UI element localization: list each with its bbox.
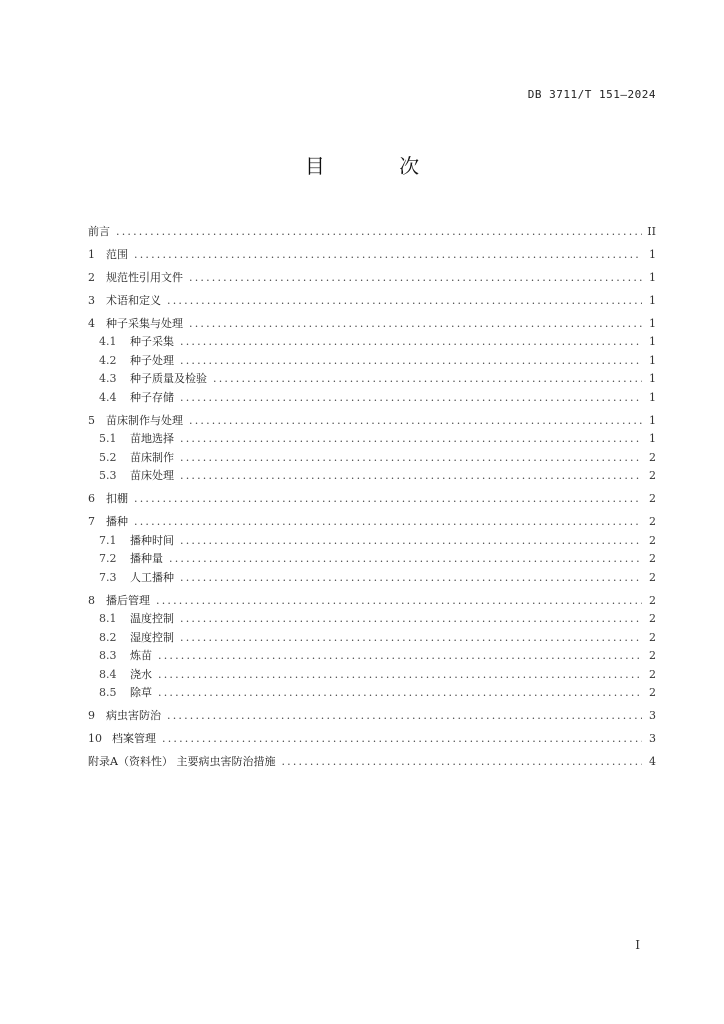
toc-entry-label: 种子质量及检验 — [130, 372, 207, 385]
toc-entry-page: 1 — [649, 413, 656, 427]
toc-entry-number: 7 — [88, 515, 95, 528]
toc-entry[interactable] — [88, 532, 656, 551]
toc-entry-number: 7.2 — [99, 552, 117, 565]
toc-entry-label: 温度控制 — [130, 612, 174, 625]
toc-leader-dots — [158, 668, 642, 681]
toc-leader-dots — [158, 649, 642, 662]
toc-entry-label: 苗床制作与处理 — [106, 413, 183, 427]
toc-entry-label: 苗床制作 — [130, 450, 174, 464]
toc-entry-label: 炼苗 — [130, 649, 152, 662]
toc-entry-number: 4 — [88, 316, 95, 330]
toc-entry-page: 1 — [649, 353, 656, 367]
toc-entry-number: 1 — [88, 247, 95, 261]
toc-entry-page: 2 — [649, 450, 656, 464]
document-code: DB 3711/T 151—2024 — [527, 88, 656, 101]
toc-entry-number: 3 — [88, 293, 95, 307]
toc-entry-number: 4.3 — [99, 372, 117, 385]
toc-entry[interactable] — [88, 730, 656, 749]
toc-entry-page: 2 — [649, 492, 656, 505]
toc-entry[interactable] — [88, 513, 656, 532]
toc-entry-page: 2 — [649, 533, 656, 547]
toc-entry-page: 2 — [649, 515, 656, 528]
toc-entry-label: 浇水 — [130, 667, 152, 681]
toc-entry-number: 5.1 — [99, 432, 117, 445]
toc-leader-dots — [162, 732, 642, 745]
toc-entry-label: 除草 — [130, 686, 152, 699]
toc-entry-label: 范围 — [106, 247, 128, 261]
toc-entry[interactable] — [88, 569, 656, 588]
toc-entry[interactable] — [88, 592, 656, 611]
toc-entry[interactable] — [88, 610, 656, 629]
toc-entry-page: 2 — [649, 552, 656, 565]
toc-entry-number: 7.1 — [99, 533, 117, 547]
toc-leader-dots — [189, 271, 642, 284]
toc-entry[interactable] — [88, 753, 656, 772]
toc-entry-page: 2 — [649, 593, 656, 607]
toc-entry[interactable] — [88, 490, 656, 509]
toc-entry-page: 1 — [649, 335, 656, 348]
toc-leader-dots — [158, 686, 642, 699]
toc-entry-label: 种子采集与处理 — [106, 316, 183, 330]
toc-leader-dots — [180, 631, 642, 644]
toc-entry-page: 2 — [649, 469, 656, 482]
toc-leader-dots — [134, 248, 642, 261]
toc-entry[interactable] — [88, 449, 656, 468]
toc-leader-dots — [213, 372, 642, 385]
toc-leader-dots — [116, 225, 642, 238]
toc-entry-number: 6 — [88, 492, 95, 505]
toc-entry-label: 播后管理 — [106, 593, 150, 607]
toc-entry-label: 播种时间 — [130, 533, 174, 547]
toc-entry-number: 8.4 — [99, 667, 117, 681]
toc-leader-dots — [180, 335, 642, 348]
toc-entry-page: 2 — [649, 630, 656, 644]
toc-leader-dots — [180, 534, 642, 547]
toc-entry-label: 苗地选择 — [130, 432, 174, 445]
toc-entry-page: 1 — [649, 316, 656, 330]
toc-entry-page: 4 — [649, 755, 656, 768]
toc-entry[interactable] — [88, 269, 656, 288]
toc-entry-page: 2 — [649, 667, 656, 681]
toc-leader-dots — [167, 294, 642, 307]
toc-entry-page: 2 — [649, 570, 656, 584]
toc-entry[interactable] — [88, 550, 656, 569]
toc-entry-page: 1 — [649, 390, 656, 404]
toc-entry[interactable] — [88, 412, 656, 431]
toc-leader-dots — [167, 709, 642, 722]
toc-entry[interactable] — [88, 246, 656, 265]
toc-entry-label: 档案管理 — [112, 732, 156, 745]
toc-leader-dots — [134, 515, 642, 528]
toc-entry-page: 1 — [649, 247, 656, 261]
toc-entry[interactable] — [88, 352, 656, 371]
toc-entry-number: 5.3 — [99, 469, 117, 482]
toc-entry-number: 8.3 — [99, 649, 117, 662]
toc-leader-dots — [281, 755, 642, 768]
page-number: I — [635, 938, 640, 952]
toc-entry-number: 8 — [88, 593, 95, 607]
toc-entry[interactable] — [88, 684, 656, 703]
toc-entry[interactable] — [88, 315, 656, 334]
toc-entry-page: 2 — [649, 649, 656, 662]
page-title: 目 次 — [304, 154, 454, 178]
toc-entry-label: 扣棚 — [106, 492, 128, 505]
toc-leader-dots — [180, 354, 642, 367]
toc-entry-label: 人工播种 — [130, 570, 174, 584]
toc-entry-label: 湿度控制 — [130, 630, 174, 644]
toc-entry-page: 2 — [649, 686, 656, 699]
toc-leader-dots — [134, 492, 642, 505]
toc-entry-page: 2 — [649, 612, 656, 625]
toc-entry-label: 种子存储 — [130, 390, 174, 404]
toc-entry-number: 9 — [88, 709, 95, 722]
toc-entry-label: 播种 — [106, 515, 128, 528]
toc-entry-number: 4.2 — [99, 353, 117, 367]
toc-entry[interactable] — [88, 223, 656, 242]
toc-entry[interactable] — [88, 430, 656, 449]
table-of-contents — [88, 218, 656, 772]
toc-entry-page: 1 — [649, 293, 656, 307]
toc-leader-dots — [180, 391, 642, 404]
toc-entry[interactable] — [88, 647, 656, 666]
toc-entry[interactable] — [88, 467, 656, 486]
toc-leader-dots — [156, 594, 642, 607]
toc-entry-label: 播种量 — [130, 552, 163, 565]
toc-entry-number: 4.4 — [99, 390, 117, 404]
toc-entry-page: II — [647, 224, 656, 238]
toc-entry[interactable] — [88, 666, 656, 685]
toc-entry-label: 苗床处理 — [130, 469, 174, 482]
toc-entry-label: 病虫害防治 — [106, 709, 161, 722]
toc-entry-number: 8.5 — [99, 686, 117, 699]
toc-entry-number: 5.2 — [99, 450, 117, 464]
toc-entry-number: 2 — [88, 270, 95, 284]
toc-leader-dots — [180, 432, 642, 445]
toc-entry-label: 附录A（资料性） 主要病虫害防治措施 — [88, 755, 276, 768]
toc-entry-page: 3 — [649, 709, 656, 722]
toc-entry-label: 术语和定义 — [106, 293, 161, 307]
toc-entry-number: 8.2 — [99, 630, 117, 644]
toc-entry-number: 5 — [88, 413, 95, 427]
toc-leader-dots — [180, 451, 642, 464]
toc-leader-dots — [189, 414, 642, 427]
toc-entry[interactable] — [88, 370, 656, 389]
toc-leader-dots — [180, 571, 642, 584]
toc-entry-number: 10 — [88, 732, 102, 745]
toc-entry-page: 1 — [649, 372, 656, 385]
toc-entry[interactable] — [88, 707, 656, 726]
toc-entry-number: 8.1 — [99, 612, 117, 625]
toc-entry-label: 前言 — [88, 224, 110, 238]
toc-entry-label: 种子采集 — [130, 335, 174, 348]
toc-leader-dots — [180, 469, 642, 482]
toc-entry-page: 1 — [649, 270, 656, 284]
toc-leader-dots — [169, 552, 642, 565]
toc-entry-page: 3 — [649, 732, 656, 745]
toc-entry[interactable] — [88, 333, 656, 352]
toc-entry-label: 种子处理 — [130, 353, 174, 367]
toc-entry-number: 4.1 — [99, 335, 117, 348]
toc-leader-dots — [180, 612, 642, 625]
toc-entry[interactable] — [88, 629, 656, 648]
toc-entry[interactable] — [88, 389, 656, 408]
toc-entry[interactable] — [88, 292, 656, 311]
toc-entry-number: 7.3 — [99, 570, 117, 584]
toc-entry-page: 1 — [649, 432, 656, 445]
toc-entry-label: 规范性引用文件 — [106, 270, 183, 284]
toc-leader-dots — [189, 317, 642, 330]
